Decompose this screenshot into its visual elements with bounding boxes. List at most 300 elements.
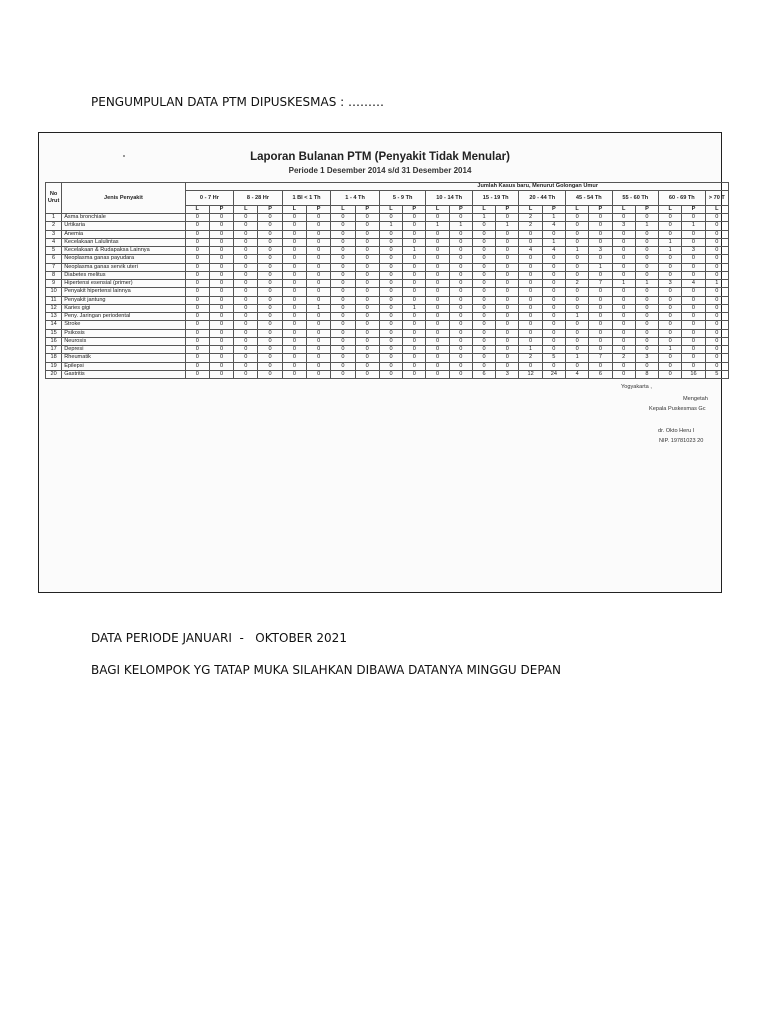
case-count-cell: 0 [705,230,728,238]
case-count-cell: 0 [682,321,705,329]
case-count-cell: 1 [659,346,682,354]
case-count-cell: 0 [449,255,472,263]
sex-header: P [589,206,612,214]
case-count-cell: 0 [705,337,728,345]
table-row [46,370,729,378]
case-count-cell: 0 [282,255,306,263]
case-count-cell: 0 [307,321,331,329]
case-count-cell: 4 [682,280,705,288]
case-count-cell: 0 [185,288,209,296]
case-count-cell: 0 [589,271,612,279]
case-count-cell: 0 [355,354,379,362]
disease-name: Kecelakaan Lalulintas [62,238,185,246]
case-count-cell: 0 [705,214,728,222]
case-count-cell: 0 [659,214,682,222]
case-count-cell: 6 [472,370,495,378]
instruction-line: BAGI KELOMPOK YG TATAP MUKA SILAHKAN DIBAWA DATANYA MINGGU DEPAN [91,663,562,677]
row-number: 18 [46,354,62,362]
case-count-cell: 0 [589,321,612,329]
case-count-cell: 0 [331,296,355,304]
signature-place: Yogyakarta , [621,384,652,390]
case-count-cell: 0 [331,321,355,329]
case-count-cell: 0 [185,230,209,238]
row-number: 1 [46,214,62,222]
case-count-cell: 0 [612,337,635,345]
case-count-cell: 0 [589,214,612,222]
case-count-cell: 0 [659,370,682,378]
case-count-cell: 0 [331,313,355,321]
case-count-cell: 2 [612,354,635,362]
case-count-cell: 0 [566,238,589,246]
case-count-cell: 0 [449,304,472,312]
case-count-cell: 1 [566,354,589,362]
case-count-cell: 0 [185,280,209,288]
case-count-cell: 0 [379,362,402,370]
case-count-cell: 0 [403,346,426,354]
case-count-cell: 0 [379,313,402,321]
case-count-cell: 0 [682,362,705,370]
case-count-cell: 0 [519,321,542,329]
case-count-cell: 0 [185,362,209,370]
case-count-cell: 0 [496,321,519,329]
case-count-cell: 0 [566,296,589,304]
case-count-cell: 0 [209,271,233,279]
case-count-cell: 0 [234,222,258,230]
case-count-cell: 0 [566,304,589,312]
case-count-cell: 3 [612,222,635,230]
age-group-header: 60 - 69 Th [659,191,706,206]
case-count-cell: 0 [234,370,258,378]
case-count-cell: 0 [282,222,306,230]
case-count-cell: 0 [542,329,565,337]
case-count-cell: 0 [331,370,355,378]
case-count-cell: 0 [496,263,519,271]
signature-name: dr. Okto Heru I [658,428,695,434]
sex-header: P [403,206,426,214]
case-count-cell: 0 [355,280,379,288]
case-count-cell: 0 [355,346,379,354]
case-count-cell: 0 [542,280,565,288]
row-number: 12 [46,304,62,312]
case-count-cell: 0 [566,288,589,296]
case-count-cell: 0 [659,313,682,321]
case-count-cell: 0 [449,214,472,222]
case-count-cell: 0 [282,296,306,304]
case-count-cell: 0 [185,346,209,354]
case-count-cell: 0 [682,214,705,222]
table-row [46,222,729,230]
case-count-cell: 0 [234,238,258,246]
case-count-cell: 0 [282,313,306,321]
case-count-cell: 0 [209,321,233,329]
case-count-cell: 0 [449,238,472,246]
sex-header: P [635,206,658,214]
case-count-cell: 0 [426,214,449,222]
case-count-cell: 0 [379,329,402,337]
case-count-cell: 0 [612,214,635,222]
case-count-cell: 0 [307,263,331,271]
row-number: 7 [46,263,62,271]
sex-header: L [185,206,209,214]
case-count-cell: 0 [635,346,658,354]
case-count-cell: 0 [635,271,658,279]
case-count-cell: 0 [635,230,658,238]
case-count-cell: 0 [472,337,495,345]
case-count-cell: 0 [403,271,426,279]
age-group-header: > 70 T [705,191,728,206]
case-count-cell: 0 [258,296,282,304]
sex-header: P [307,206,331,214]
disease-name: Karies gigi [62,304,185,312]
case-count-cell: 0 [449,329,472,337]
case-count-cell: 0 [566,329,589,337]
row-number: 16 [46,337,62,345]
case-count-cell: 0 [379,304,402,312]
case-count-cell: 0 [307,346,331,354]
case-count-cell: 0 [185,329,209,337]
case-count-cell: 0 [426,329,449,337]
case-count-cell: 0 [705,362,728,370]
sex-header: L [472,206,495,214]
age-group-header: 5 - 9 Th [379,191,426,206]
case-count-cell: 0 [542,346,565,354]
case-count-cell: 0 [426,362,449,370]
case-count-cell: 0 [589,362,612,370]
case-count-cell: 0 [496,288,519,296]
case-count-cell: 0 [542,255,565,263]
case-count-cell: 0 [635,214,658,222]
sex-header: L [379,206,402,214]
sex-header: L [705,206,728,214]
case-count-cell: 0 [331,354,355,362]
sex-header: P [355,206,379,214]
case-count-cell: 0 [635,321,658,329]
case-count-cell: 0 [403,230,426,238]
sex-header: P [449,206,472,214]
case-count-cell: 0 [426,321,449,329]
case-count-cell: 0 [542,362,565,370]
case-count-cell: 0 [472,222,495,230]
table-row [46,271,729,279]
case-count-cell: 0 [258,247,282,255]
case-count-cell: 0 [282,230,306,238]
case-count-cell: 0 [403,329,426,337]
case-count-cell: 0 [519,313,542,321]
table-row [46,247,729,255]
case-count-cell: 0 [307,337,331,345]
case-count-cell: 0 [403,238,426,246]
case-count-cell: 4 [542,247,565,255]
col-header-group: Jumlah Kasus baru, Menurut Golongan Umur [185,183,728,191]
case-count-cell: 0 [519,337,542,345]
case-count-cell: 0 [449,263,472,271]
scanned-report-image [38,132,725,593]
case-count-cell: 0 [234,271,258,279]
case-count-cell: 7 [589,280,612,288]
case-count-cell: 0 [282,370,306,378]
case-count-cell: 0 [331,280,355,288]
case-count-cell: 0 [234,214,258,222]
age-group-header: 20 - 44 Th [519,191,566,206]
case-count-cell: 0 [566,321,589,329]
case-count-cell: 0 [185,370,209,378]
case-count-cell: 0 [234,337,258,345]
disease-name: Neoplasma ganas servik uteri [62,263,185,271]
case-count-cell: 0 [185,271,209,279]
case-count-cell: 0 [542,296,565,304]
case-count-cell: 0 [496,280,519,288]
case-count-cell: 0 [355,255,379,263]
disease-name: Penyakit jantung [62,296,185,304]
case-count-cell: 2 [519,354,542,362]
case-count-cell: 0 [612,296,635,304]
case-count-cell: 0 [635,296,658,304]
case-count-cell: 1 [682,222,705,230]
sex-header: L [612,206,635,214]
case-count-cell: 1 [635,222,658,230]
case-count-cell: 1 [307,304,331,312]
case-count-cell: 0 [472,321,495,329]
case-count-cell: 0 [659,222,682,230]
case-count-cell: 0 [355,288,379,296]
case-count-cell: 0 [331,329,355,337]
case-count-cell: 0 [331,337,355,345]
case-count-cell: 0 [355,337,379,345]
case-count-cell: 0 [331,288,355,296]
case-count-cell: 0 [209,255,233,263]
case-count-cell: 0 [403,263,426,271]
case-count-cell: 0 [612,263,635,271]
row-number: 4 [46,238,62,246]
case-count-cell: 0 [379,354,402,362]
case-count-cell: 1 [449,222,472,230]
case-count-cell: 0 [449,247,472,255]
row-number: 17 [46,346,62,354]
case-count-cell: 0 [426,370,449,378]
case-count-cell: 0 [185,214,209,222]
case-count-cell: 4 [542,222,565,230]
case-count-cell: 0 [519,296,542,304]
case-count-cell: 0 [449,321,472,329]
case-count-cell: 16 [682,370,705,378]
row-number: 2 [46,222,62,230]
case-count-cell: 0 [705,346,728,354]
case-count-cell: 0 [258,214,282,222]
case-count-cell: 0 [209,329,233,337]
case-count-cell: 0 [542,263,565,271]
case-count-cell: 0 [589,288,612,296]
disease-name: Penyakit hipertensi lainnya [62,288,185,296]
case-count-cell: 1 [403,304,426,312]
case-count-cell: 0 [635,288,658,296]
case-count-cell: 0 [355,296,379,304]
table-row [46,329,729,337]
case-count-cell: 0 [331,346,355,354]
case-count-cell: 3 [496,370,519,378]
case-count-cell: 0 [379,238,402,246]
case-count-cell: 0 [542,288,565,296]
case-count-cell: 1 [635,280,658,288]
case-count-cell: 0 [234,346,258,354]
case-count-cell: 0 [682,263,705,271]
case-count-cell: 0 [282,337,306,345]
table-row [46,296,729,304]
table-row [46,280,729,288]
case-count-cell: 0 [612,329,635,337]
case-count-cell: 1 [379,222,402,230]
case-count-cell: 0 [589,238,612,246]
case-count-cell: 0 [426,255,449,263]
case-count-cell: 0 [496,313,519,321]
case-count-cell: 0 [496,238,519,246]
disease-name: Neoplasma ganas payudara [62,255,185,263]
case-count-cell: 0 [472,296,495,304]
case-count-cell: 0 [612,255,635,263]
case-count-cell: 0 [426,230,449,238]
case-count-cell: 0 [209,337,233,345]
case-count-cell: 0 [472,238,495,246]
case-count-cell: 0 [209,222,233,230]
case-count-cell: 0 [282,304,306,312]
row-number: 6 [46,255,62,263]
case-count-cell: 0 [209,304,233,312]
age-group-header: 0 - 7 Hr [185,191,234,206]
case-count-cell: 0 [307,288,331,296]
case-count-cell: 0 [659,255,682,263]
case-count-cell: 0 [355,313,379,321]
disease-name: Epilepsi [62,362,185,370]
case-count-cell: 0 [659,329,682,337]
case-count-cell: 1 [542,214,565,222]
case-count-cell: 0 [519,230,542,238]
case-count-cell: 0 [282,280,306,288]
case-count-cell: 0 [355,362,379,370]
table-row [46,304,729,312]
case-count-cell: 0 [307,247,331,255]
case-count-cell: 0 [589,222,612,230]
case-count-cell: 0 [566,362,589,370]
sex-header: L [426,206,449,214]
case-count-cell: 0 [258,313,282,321]
case-count-cell: 0 [426,247,449,255]
case-count-cell: 0 [705,321,728,329]
case-count-cell: 0 [472,230,495,238]
case-count-cell: 0 [635,337,658,345]
case-count-cell: 1 [659,238,682,246]
case-count-cell: 4 [566,370,589,378]
case-count-cell: 0 [307,296,331,304]
case-count-cell: 0 [612,247,635,255]
case-count-cell: 0 [209,362,233,370]
case-count-cell: 0 [331,230,355,238]
case-count-cell: 0 [449,271,472,279]
sex-header: P [542,206,565,214]
case-count-cell: 0 [209,313,233,321]
case-count-cell: 0 [589,296,612,304]
sex-header: P [209,206,233,214]
case-count-cell: 0 [403,222,426,230]
case-count-cell: 0 [258,346,282,354]
data-period-line: DATA PERIODE JANUARI - OKTOBER 2021 [91,631,347,645]
disease-name: Peny. Jaringan periodental [62,313,185,321]
case-count-cell: 0 [282,288,306,296]
case-count-cell: 0 [659,296,682,304]
case-count-cell: 0 [379,214,402,222]
case-count-cell: 0 [307,370,331,378]
case-count-cell: 0 [379,346,402,354]
case-count-cell: 0 [258,362,282,370]
case-count-cell: 0 [258,370,282,378]
case-count-cell: 0 [519,271,542,279]
case-count-cell: 0 [234,288,258,296]
case-count-cell: 0 [519,288,542,296]
case-count-cell: 0 [234,280,258,288]
case-count-cell: 0 [705,288,728,296]
case-count-cell: 1 [519,346,542,354]
table-row [46,238,729,246]
case-count-cell: 0 [682,329,705,337]
case-count-cell: 0 [566,255,589,263]
case-count-cell: 0 [307,354,331,362]
case-count-cell: 0 [612,304,635,312]
case-count-cell: 0 [472,313,495,321]
case-count-cell: 0 [282,329,306,337]
case-count-cell: 0 [472,329,495,337]
case-count-cell: 0 [519,329,542,337]
case-count-cell: 0 [496,337,519,345]
case-count-cell: 0 [234,255,258,263]
case-count-cell: 0 [659,263,682,271]
disease-name: Psikosis [62,329,185,337]
case-count-cell: 1 [426,222,449,230]
case-count-cell: 0 [472,288,495,296]
age-group-header: 1 - 4 Th [331,191,380,206]
case-count-cell: 0 [403,370,426,378]
case-count-cell: 0 [185,321,209,329]
case-count-cell: 0 [426,346,449,354]
case-count-cell: 0 [379,337,402,345]
case-count-cell: 0 [659,321,682,329]
case-count-cell: 0 [209,238,233,246]
case-count-cell: 0 [496,247,519,255]
case-count-cell: 0 [682,288,705,296]
case-count-cell: 0 [612,362,635,370]
case-count-cell: 0 [355,329,379,337]
case-count-cell: 0 [542,304,565,312]
case-count-cell: 0 [209,370,233,378]
case-count-cell: 0 [659,362,682,370]
case-count-cell: 0 [355,370,379,378]
case-count-cell: 0 [403,288,426,296]
case-count-cell: 0 [542,321,565,329]
case-count-cell: 0 [234,296,258,304]
table-row [46,313,729,321]
case-count-cell: 0 [258,321,282,329]
case-count-cell: 0 [659,230,682,238]
case-count-cell: 1 [705,280,728,288]
case-count-cell: 0 [682,238,705,246]
case-count-cell: 0 [705,304,728,312]
case-count-cell: 1 [472,214,495,222]
row-number: 3 [46,230,62,238]
case-count-cell: 0 [355,222,379,230]
case-count-cell: 0 [705,255,728,263]
case-count-cell: 0 [426,238,449,246]
case-count-cell: 0 [258,288,282,296]
case-count-cell: 0 [472,346,495,354]
disease-name: Stroke [62,321,185,329]
table-row [46,255,729,263]
